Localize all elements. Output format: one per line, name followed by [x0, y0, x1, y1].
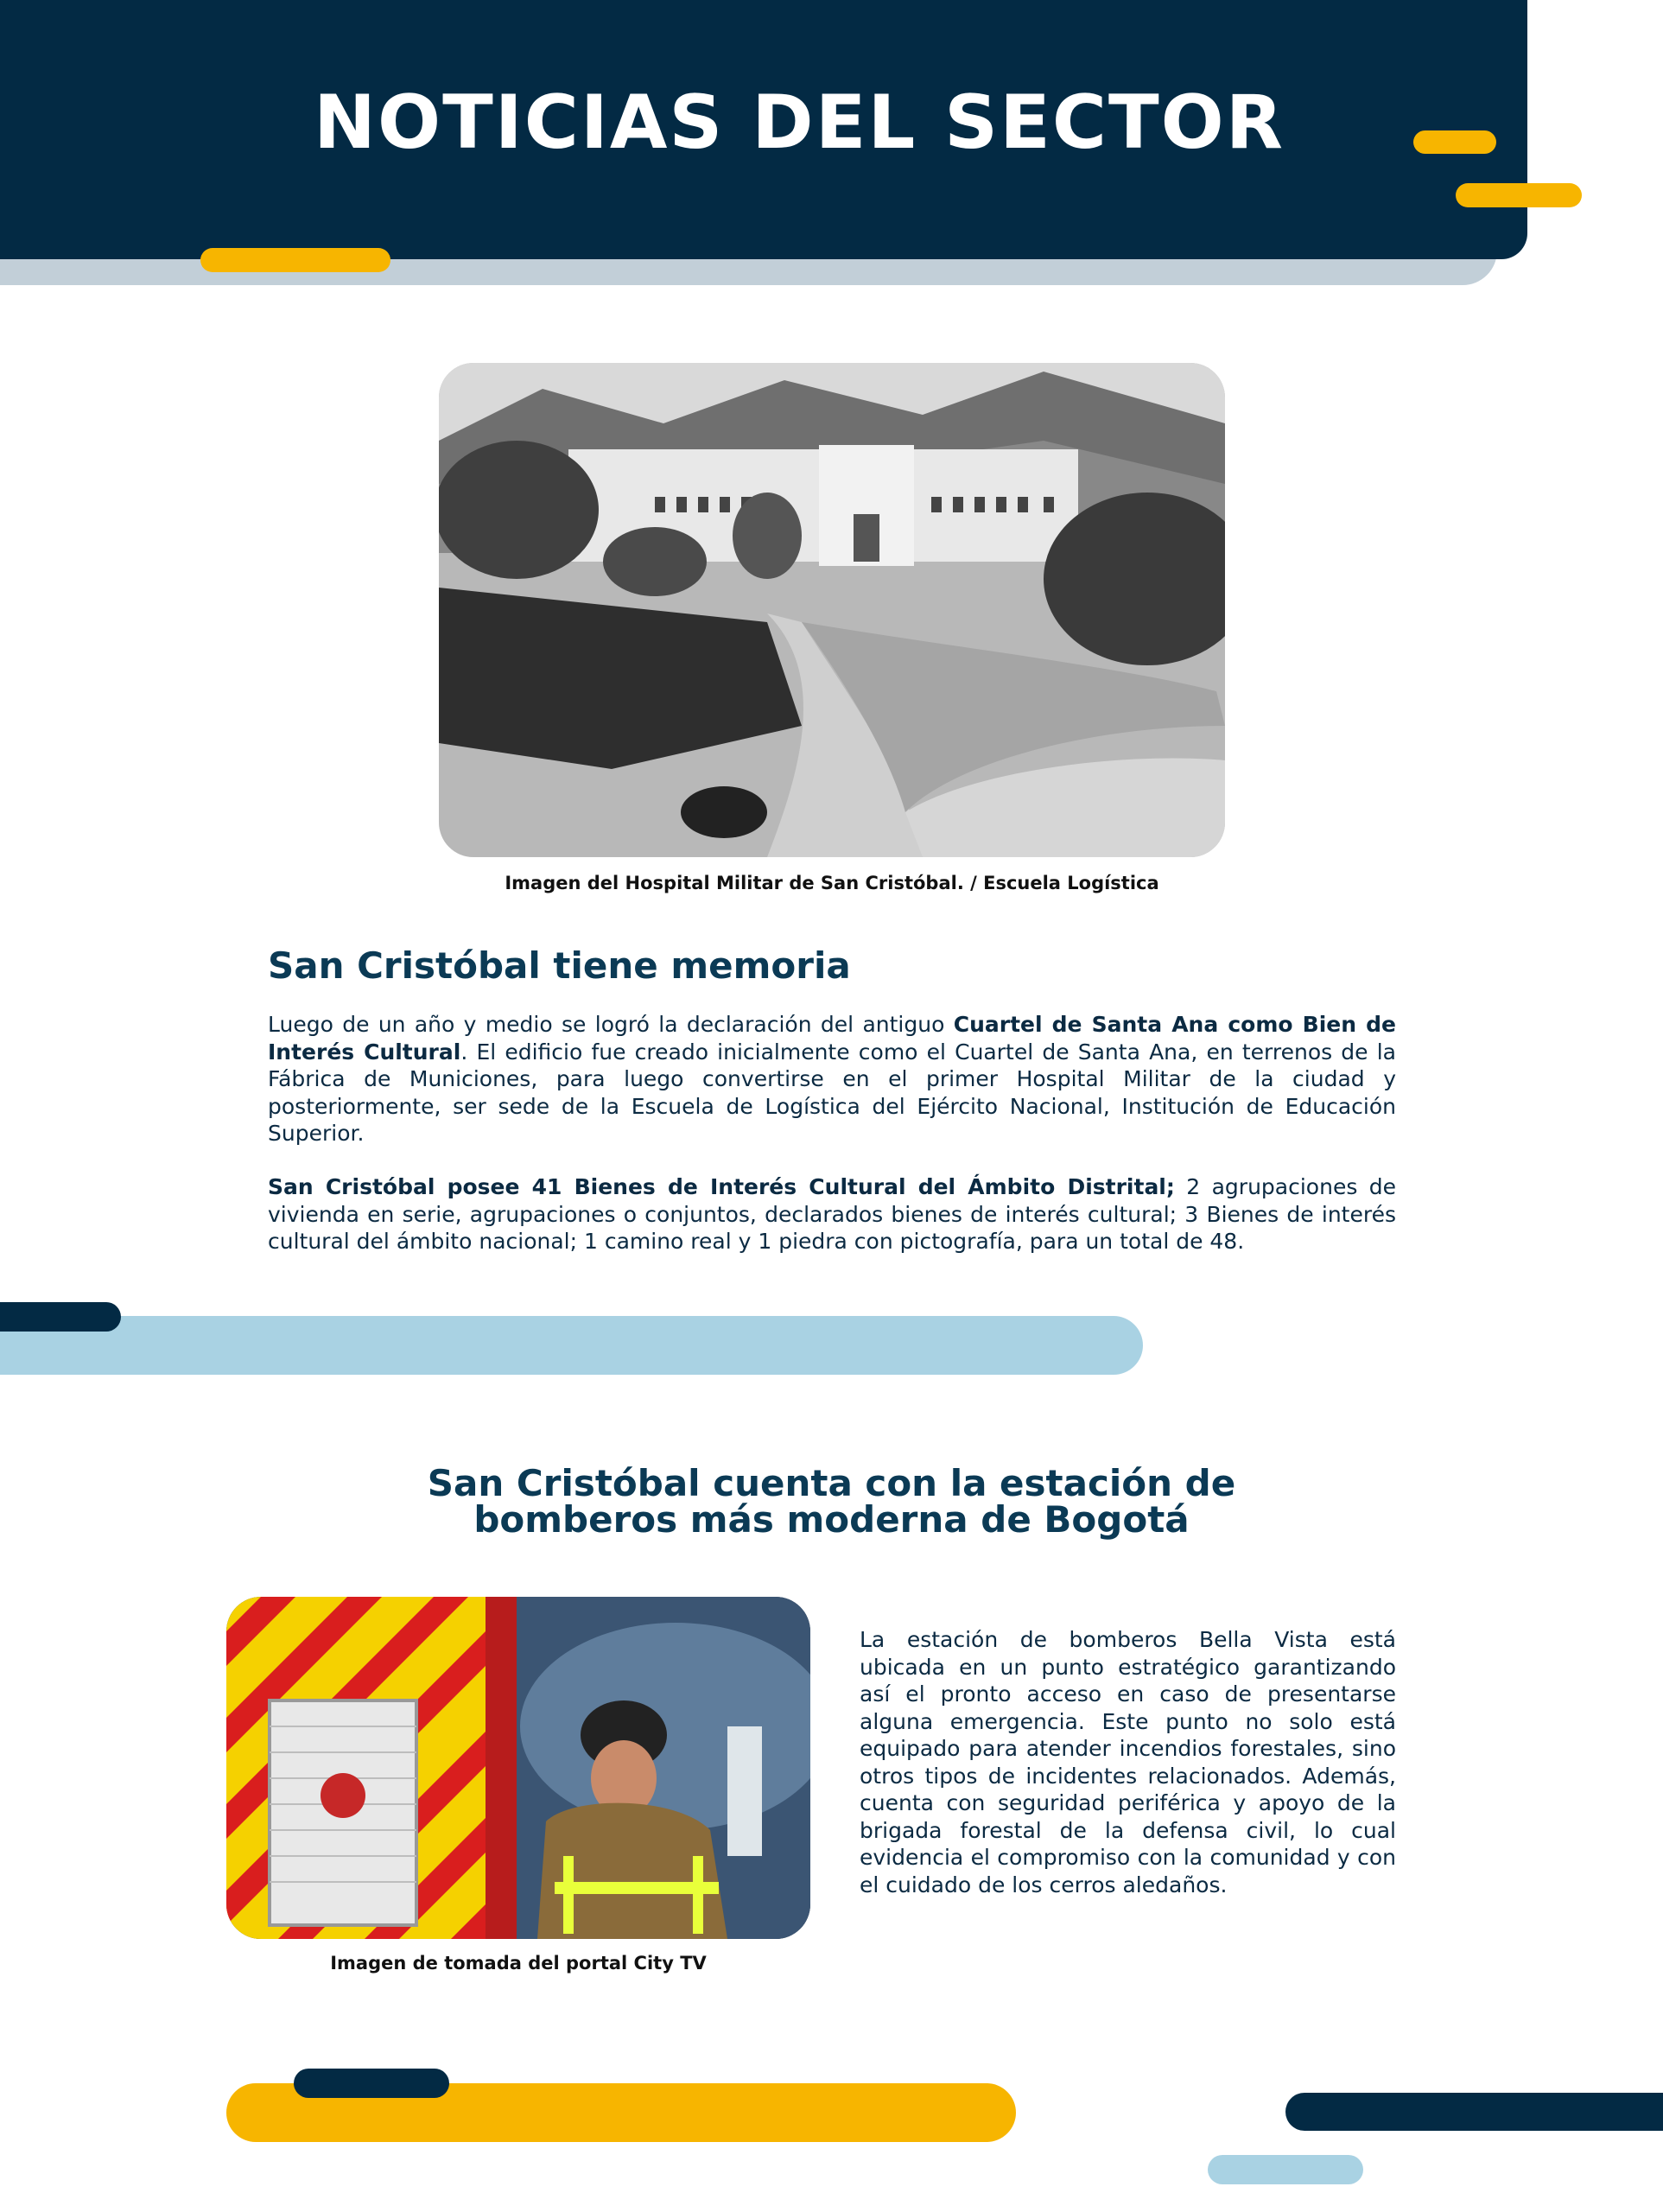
decor-navy-pill — [294, 2069, 449, 2098]
paragraph-text: Luego de un año y medio se logró la declaración del antiguo — [268, 1012, 954, 1037]
section-heading — [346, 1462, 1317, 1541]
firefighter-photo — [226, 1597, 810, 1939]
decor-yellow-pill — [1413, 130, 1496, 154]
article-paragraph — [268, 1173, 1396, 1255]
image-caption: Imagen del Hospital Militar de San Cristóbal. / Escuela Logística — [505, 873, 1159, 893]
paragraph-text: 2 agrupaciones de vivienda en serie, agrupaciones o conjuntos, declarados bienes de interés cultural; 3 Bienes de interés cultural del ámbito nacional; 1 camino real y 1 piedra con pictografía, para un total de 48. — [268, 1174, 1397, 1254]
decor-yellow-pill — [200, 248, 390, 272]
decor-navy-pill — [0, 1302, 121, 1332]
decor-light-blue-pill — [1208, 2155, 1363, 2184]
heading-line: bomberos más moderna de Bogotá — [473, 1498, 1190, 1541]
paragraph-bold-text: Cuartel de Santa Ana como Bien de Interés Cultural — [268, 1012, 1396, 1065]
decor-navy-band — [1285, 2093, 1663, 2131]
image-caption: Imagen de tomada del portal City TV — [330, 1953, 707, 1974]
hospital-photo — [439, 363, 1225, 857]
decor-yellow-pill — [1456, 183, 1582, 207]
heading-line: San Cristóbal cuenta con la estación de — [427, 1462, 1236, 1504]
decor-light-blue-band — [0, 1316, 1143, 1375]
paragraph-bold-text: San Cristóbal posee 41 Bienes de Interés Cultural del Ámbito Distrital; — [268, 1174, 1175, 1199]
paragraph-text: . El edificio fue creado inicialmente como el Cuartel de Santa Ana, en terrenos de la Fábrica de Municiones, para luego convertirse en el primer Hospital Militar de la ciudad y posteriormente, ser sede de la Escuela de Logística del Ejército Nacional, Institución de Educación Superior. — [268, 1039, 1396, 1146]
article-paragraph: La estación de bomberos Bella Vista está ubicada en un punto estratégico garantizando así el pronto acceso en caso de presentarse alguna emergencia. Este punto no solo está equipado para atender incendios forestales, sino otros tipos de incidentes relacionados. Además, cuenta con seguridad periférica y apoyo de la brigada forestal de la defensa civil, lo cual evidencia el compromiso con la comunidad y con el cuidado de los cerros aledaños. — [860, 1627, 1396, 1897]
section-heading: San Cristóbal tiene memoria — [268, 944, 851, 987]
page-title: NOTICIAS DEL SECTOR — [314, 79, 1285, 166]
article-paragraph — [268, 1011, 1396, 1147]
